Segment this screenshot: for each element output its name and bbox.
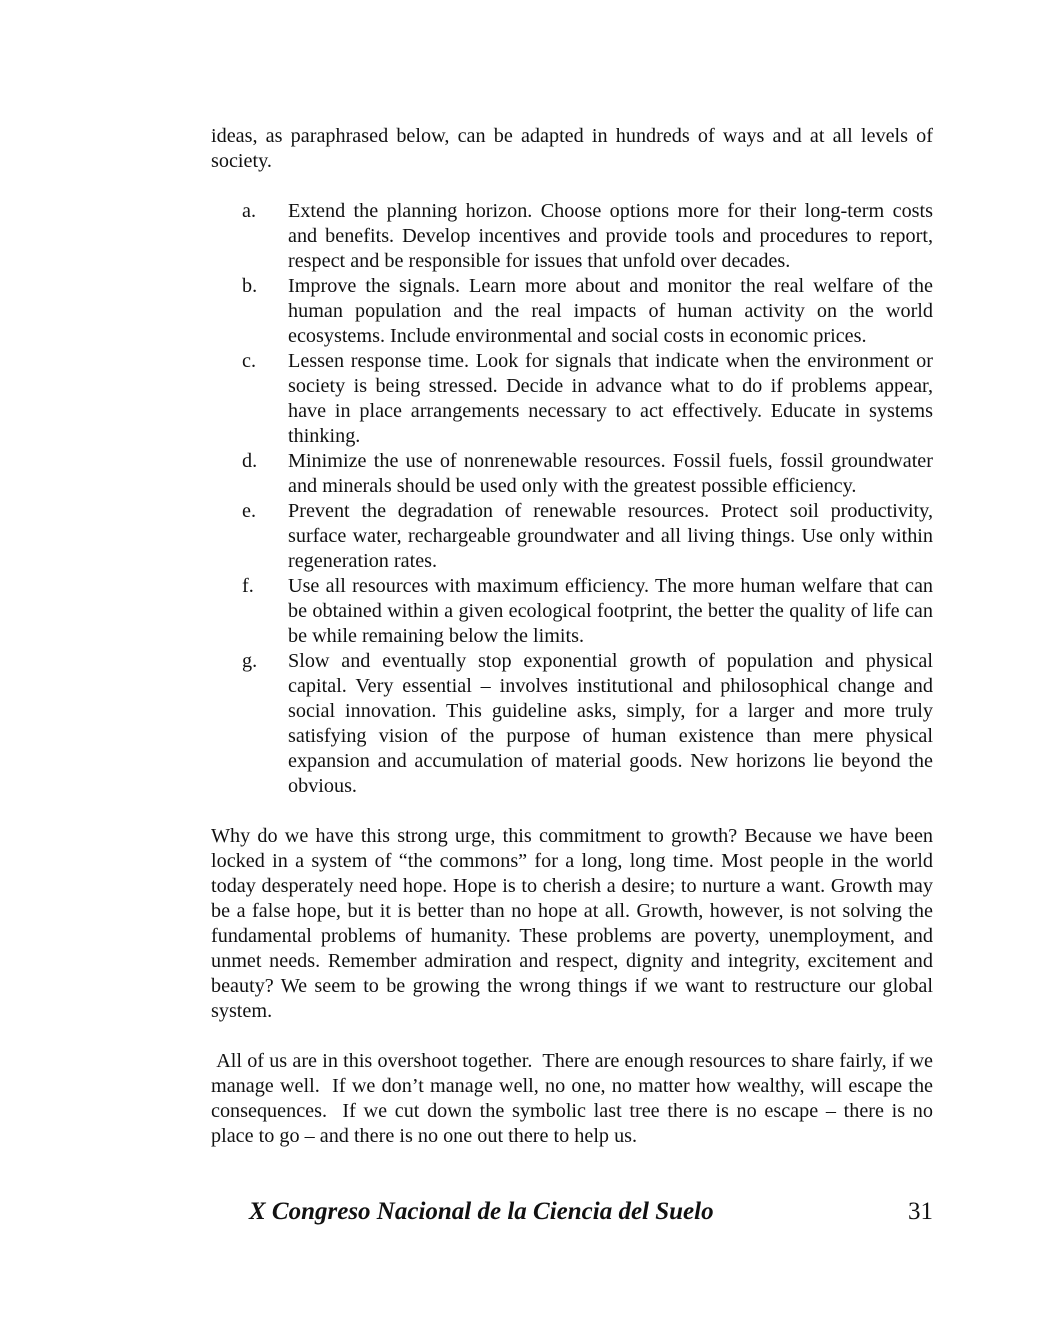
- intro-paragraph: ideas, as paraphrased below, can be adapted in hundreds of ways and at all levels of society.: [211, 125, 933, 172]
- list-item: [211, 574, 933, 649]
- page-footer: [249, 1196, 933, 1228]
- document-page: [211, 124, 939, 1149]
- list-item-text: Use all resources with maximum efficiency. The more human welfare that can be obtained within a given ecological footprint, the better the quality of life can be while remaining below the limits.: [288, 575, 933, 647]
- list-item: [211, 274, 933, 349]
- list-item: [211, 449, 933, 499]
- guidelines-list: [211, 199, 933, 799]
- list-item: [211, 199, 933, 274]
- list-item: [211, 499, 933, 574]
- list-marker: g.: [242, 650, 258, 672]
- footer-title: X Congreso Nacional de la Ciencia del Suelo: [249, 1198, 714, 1225]
- list-item-text: Prevent the degradation of renewable resources. Protect soil productivity, surface water, rechargeable groundwater and all living things. Use only within regeneration rates.: [288, 500, 933, 572]
- page-number: 31: [908, 1198, 933, 1225]
- list-marker: a.: [242, 200, 257, 222]
- list-item-text: Extend the planning horizon. Choose options more for their long-term costs and benefits. Develop incentives and provide tools and procedures to report, respect and be responsible for issues that unfold over decades.: [288, 200, 933, 272]
- list-item-text: Slow and eventually stop exponential growth of population and physical capital. Very essential – involves institutional and philosophical change and social innovation. This guideline asks, simply, for a larger and more truly satisfying vision of the purpose of human existence than mere physical expansion and accumulation of material goods. New horizons lie beyond the obvious.: [288, 650, 933, 797]
- growth-paragraph: Why do we have this strong urge, this commitment to growth? Because we have been locked in a system of “the commons” for a long, long time. Most people in the world today desperately need hope. Hope is to cherish a desire; to nurture a want. Growth may be a false hope, but it is better than no hope at all. Growth, however, is not solving the fundamental problems of humanity. These problems are poverty, unemployment, and unmet needs. Remember admiration and respect, dignity and integrity, excitement and beauty? We seem to be growing the wrong things if we want to restructure our global system.: [211, 825, 933, 1022]
- list-item: [211, 349, 933, 449]
- list-marker: c.: [242, 350, 257, 372]
- list-item-text: Minimize the use of nonrenewable resources. Fossil fuels, fossil groundwater and minerals should be used only with the greatest possible efficiency.: [288, 450, 933, 497]
- list-item-text: Improve the signals. Learn more about and monitor the real welfare of the human population and the real impacts of human activity on the world ecosystems. Include environmental and social costs in economic prices.: [288, 275, 933, 347]
- list-marker: d.: [242, 450, 258, 472]
- list-marker: b.: [242, 275, 258, 297]
- overshoot-paragraph: All of us are in this overshoot together. There are enough resources to share fairly, if we manage well. If we don’t manage well, no one, no matter how wealthy, will escape the consequences. If we cut down the symbolic last tree there is no escape – there is no place to go – and there is no one out there to help us.: [211, 1050, 939, 1147]
- list-item-text: Lessen response time. Look for signals that indicate when the environment or society is being stressed. Decide in advance what to do if problems appear, have in place arrangements necessary to act effectively. Educate in systems thinking.: [288, 350, 933, 447]
- list-item: [211, 649, 933, 799]
- list-marker: f.: [242, 575, 254, 597]
- list-marker: e.: [242, 500, 257, 522]
